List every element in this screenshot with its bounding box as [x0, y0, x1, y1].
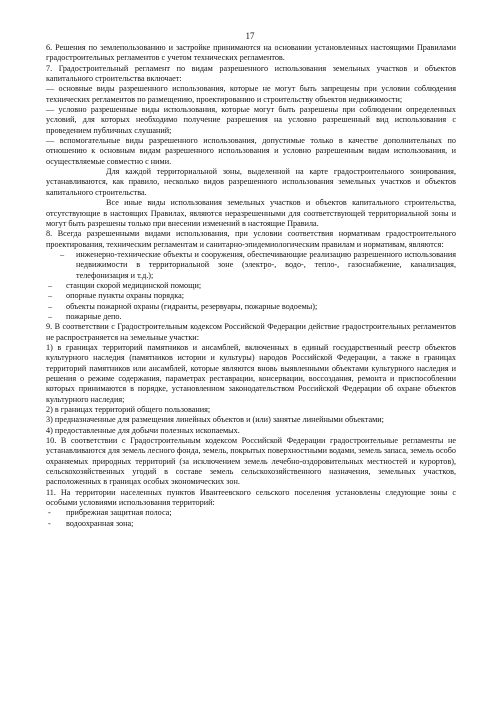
- paragraph-other-uses: Все иные виды использования земельных участков и объектов капитального строительства, отсутствующие в настоящих Правилах, являются неразрешенными для соответствующей территориальной зоны и могут быть разрешены только при внесении изменений в настоящие Правила.: [46, 198, 456, 228]
- list-item: [46, 302, 456, 312]
- list-item: [46, 508, 456, 518]
- bullet-dash: –: [60, 249, 65, 259]
- paragraph-zones: Для каждой территориальной зоны, выделенной на карте градостроительного зонирования, устанавливаются, как правило, несколько видов разрешенного использования земельных участков и объектов капитального строительства.: [46, 167, 456, 197]
- paragraph-7: 7. Градостроительный регламент по видам разрешенного использования земельных участков и объектов капитального строительства включает:: [46, 63, 456, 84]
- list-item: [46, 519, 456, 529]
- paragraph-9-item-3: 3) предназначенные для размещения линейных объектов и (или) занятые линейными объектами;: [46, 415, 384, 425]
- paragraph-7-item-3: — вспомогательные виды разрешенного использования, допустимые только в качестве дополнительных по отношению к основным видам разрешенного использования и условно разрешенным видам использования, и осуществляемые совместно с ними.: [46, 136, 456, 166]
- document-body: [46, 43, 456, 529]
- bullet-dash: –: [48, 291, 53, 301]
- list-item-text: опорные пункты охраны порядка;: [66, 291, 184, 301]
- paragraph-11: 11. На территории населенных пунктов Ивантеевского сельского поселения установлены следующие зоны с особыми условиями использования территорий:: [46, 487, 456, 508]
- bullet-dash: –: [48, 301, 53, 311]
- list-item: [46, 250, 456, 281]
- list-item-text: объекты пожарной охраны (гидранты, резервуары, пожарные водоемы);: [66, 301, 318, 311]
- paragraph-6: 6. Решения по землепользованию и застройке принимаются на основании установленных настоящими Правилами градостроительных регламентов с учетом технических регламентов.: [46, 43, 456, 63]
- paragraph-9-item-2: 2) в границах территорий общего пользования;: [46, 405, 211, 415]
- bullet-hyphen: -: [48, 518, 51, 528]
- paragraph-8: 8. Всегда разрешенными видами использования, при условии соответствия нормативам градостроительного проектирования, техническим регламентам и санитарно-эпидемиологическим правилам и нормативам, являются:: [46, 229, 456, 249]
- list-item-text: прибрежная защитная полоса;: [66, 508, 172, 518]
- list-item-text: пожарные депо.: [66, 311, 122, 321]
- paragraph-10: 10. В соответствии с Градостроительным кодексом Российской Федерации градостроительные регламенты не устанавливаются для земель лесного фонда, земель, покрытых поверхностными водами, земель запаса, земель особо охраняемых природных территорий (за исключением земель лечебно-оздоровительных местностей и курортов), сельскохозяйственных угодий в составе земель сельскохозяйственного назначения, земельных участков, расположенных в границах особых экономических зон.: [46, 436, 456, 487]
- paragraph-9: 9. В соответствии с Градостроительным кодексом Российской Федерации действие градостроительных регламентов не распространяется на земельные участки:: [46, 322, 456, 342]
- paragraph-9-item-4: 4) предоставленные для добычи полезных ископаемых.: [46, 425, 240, 435]
- list-item-text: станции скорой медицинской помощи;: [66, 280, 202, 290]
- list-item: [46, 281, 456, 291]
- bullet-dash: –: [48, 280, 53, 290]
- paragraph-7-item-1: — основные виды разрешенного использования, которые не могут быть запрещены при условии соблюдения технических регламентов по размещению, проектированию и строительству объектов недвижимости;: [46, 84, 456, 104]
- paragraph-7-item-2: — условно разрешенные виды использования, которые могут быть разрешены при соблюдении определенных условий, для которых необходимо получение разрешения на условно разрешенный вид использования с проведением публичных слушаний;: [46, 105, 456, 135]
- bullet-hyphen: -: [48, 508, 51, 518]
- paragraph-9-item-1: 1) в границах территорий памятников и ансамблей, включенных в единый государственный реестр объектов культурного наследия (памятников истории и культуры) народов Российской Федерации, а также в границах территорий памятников или ансамблей, которые являются вновь выявленными объектами культурного наследия и решения о режиме содержания, параметрах реставрации, консервации, воссоздания, ремонта и приспособлении которых принимаются в порядке, установленном законодательством Российской Федерации об охране объектов культурного наследия;: [46, 342, 456, 404]
- list-item-text: водоохранная зона;: [66, 518, 134, 528]
- page-number: 17: [245, 31, 255, 41]
- list-item: [46, 291, 456, 301]
- bullet-dash: –: [48, 311, 53, 321]
- list-item: [46, 312, 456, 322]
- list-item-text: инженерно-технические объекты и сооружения, обеспечивающие реализацию разрешенного использования недвижимости в территориальной зоне (электро-, водо-, тепло-, газоснабжение, канализация, телефонизация и т.д.);: [76, 249, 456, 280]
